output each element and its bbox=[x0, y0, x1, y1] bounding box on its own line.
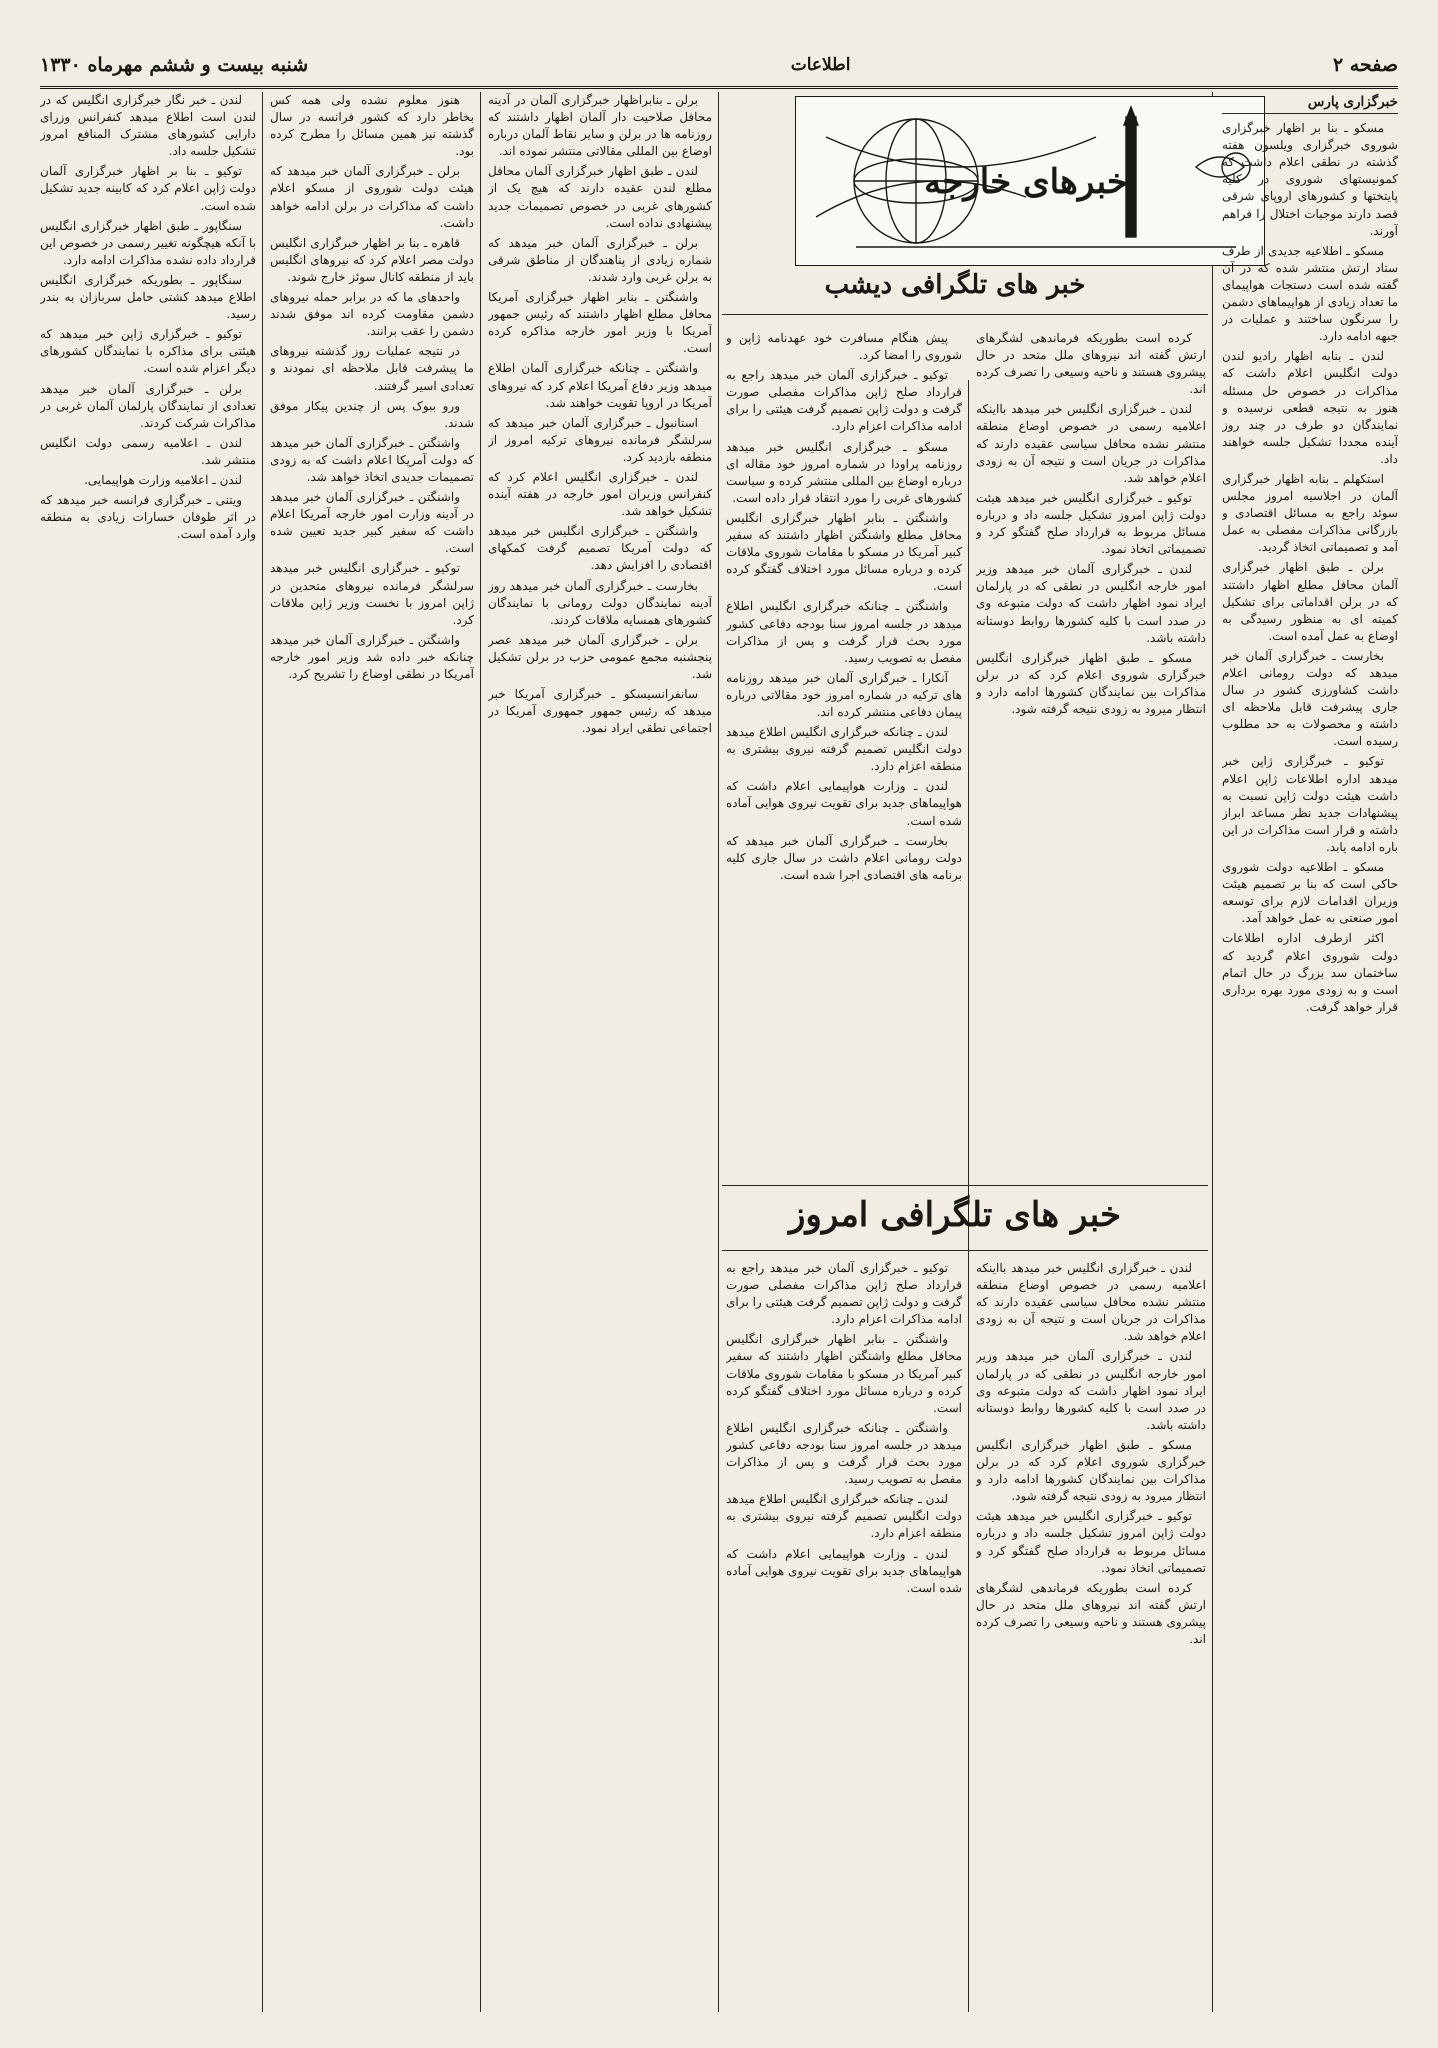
news-item: استانبول ـ خبرگزاری آلمان خبر میدهد که سرلشگر فرمانده نیروهای ترکیه امروز از منطقه بازدید کرد. bbox=[488, 415, 712, 464]
news-item: توکیو ـ بنا بر اظهار خبرگزاری آلمان دولت ژاپن اعلام کرد که کابینه جدید تشکیل شده است. bbox=[40, 164, 256, 213]
news-item: پیش هنگام مسافرت خود عهدنامه ژاپن و شوروی را امضا کرد. bbox=[726, 331, 962, 363]
news-item: واشنگتن ـ بنابر اظهار خبرگزاری انگلیس محافل مطلع واشنگتن اظهار داشتند که سفیر کبیر آمریکا در مسکو با مقامات شوروی ملاقات کرده و درباره مسائل مورد اختلاف گفتگو کرده است. bbox=[726, 1332, 962, 1415]
news-item: بخارست ـ خبرگزاری آلمان خبر میدهد که دولت رومانی اعلام داشت کشاورزی کشور در سال جاری پیشرفت قابل ملاحظه ای داشته و محصولات به حد مطلوب رسیده است. bbox=[1222, 648, 1398, 749]
lastnight-headline: خبر های تلگرافی دیشب bbox=[824, 270, 1086, 300]
news-item: توکیو ـ خبرگزاری ژاپن خبر میدهد اداره اطلاعات ژاپن اعلام داشت هیئت دولت ژاپن نسبت به پیشنهادات جدید نظر مساعد ابراز داشته و قرار است مذاکرات در این باره ادامه یابد. bbox=[1222, 754, 1398, 854]
news-item: لندن ـ چنانکه خبرگزاری انگلیس اطلاع میدهد دولت انگلیس تصمیم گرفته نیروی بیشتری به منطقه اعزام دارد. bbox=[726, 1492, 962, 1541]
news-item: لندن ـ وزارت هواپیمایی اعلام داشت که هواپیماهای جدید برای تقویت نیروی هوایی آماده شده است. bbox=[726, 1546, 962, 1595]
news-item: لندن ـ خبرگزاری آلمان خبر میدهد وزیر امور خارجه انگلیس در نطقی که در پارلمان ایراد نمود اظهار داشت که دولت متبوعه وی در صدد است با کلیه کشورها روابط دوستانه داشته باشد. bbox=[976, 1349, 1206, 1432]
issue-date: شنبه بیست و ششم مهرماه ۱۳۳۰ bbox=[40, 54, 309, 76]
news-item: لندن ـ خبرگزاری انگلیس خبر میدهد بااینکه اعلامیه رسمی در خصوص اوضاع منطقه منتشر نشده محافل سیاسی عقیده دارند که مذاکرات در جریان است و نتیجه آن به زودی اعلام خواهد شد. bbox=[976, 1261, 1206, 1344]
news-item: لندن ـ وزارت هواپیمایی اعلام داشت که هواپیماهای جدید برای تقویت نیروی هوایی آماده شده است. bbox=[726, 779, 962, 828]
news-item: سنگاپور ـ بطوریکه خبرگزاری انگلیس اطلاع میدهد کشتی حامل سربازان به بندر رسید. bbox=[40, 272, 256, 322]
column-divider bbox=[480, 92, 481, 2012]
news-item: واشنگتن ـ بنابر اظهار خبرگزاری انگلیس محافل مطلع واشنگتن اظهار داشتند که سفیر کبیر آمریکا در مسکو با مقامات شوروی ملاقات کرده و درباره مسائل مورد اختلاف گفتگو کرده است. bbox=[726, 510, 962, 594]
news-item: مسکو ـ طبق اظهار خبرگزاری انگلیس خبرگزاری شوروی اعلام کرد که در برلن مذاکرات بین نمایندگان کشورها ادامه دارد و انتظار میرود به زودی نتیجه گرفته شود. bbox=[976, 650, 1206, 716]
news-item: کرده است بطوریکه فرماندهی لشگرهای ارتش گفته اند نیروهای ملل متحد در حال پیشروی هستند و ناحیه وسیعی را تصرف کرده اند. bbox=[976, 331, 1206, 397]
news-item: واشنگتن ـ خبرگزاری انگلیس خبر میدهد که دولت آمریکا تصمیم گرفت کمکهای اقتصادی را افزایش دهد. bbox=[488, 524, 712, 573]
news-item: ورو ببوک پس از چندین پیکار موفق شدند. bbox=[270, 398, 474, 430]
news-item: مسکو ـ بنا بر اظهار خبرگزاری شوروی خبرگزاری ویلسون هفته گذشته در نطقی اعلام داشت که کمونیستهای شوروی در کلیه پایتختها و کشورهای اروپای شرقی قصد دارند موجبات اختلال را فراهم آورند. bbox=[1222, 121, 1398, 238]
news-item: لندن ـ خبرگزاری آلمان خبر میدهد وزیر امور خارجه انگلیس در نطقی که در پارلمان ایراد نمود اظهار داشت که دولت متبوعه وی در صدد است با کلیه کشورها روابط دوستانه داشته باشد. bbox=[976, 562, 1206, 645]
news-column-c bbox=[488, 92, 712, 2012]
headline-rule bbox=[722, 314, 1208, 315]
news-item: ویتنی ـ خبرگزاری فرانسه خبر میدهد که در اثر طوفان خسارات زیادی به منطقه وارد آمده است. bbox=[40, 493, 256, 542]
news-column-b bbox=[726, 330, 962, 1180]
news-item: سنگاپور ـ طبق اظهار خبرگزاری انگلیس با آنکه هیچگونه تغییر رسمی در خصوص این قرارداد داده نشده مذاکرات ادامه دارد. bbox=[40, 218, 256, 267]
news-item: واشنگتن ـ خبرگزاری آلمان خبر میدهد چنانکه خبر داده شد وزیر امور خارجه آمریکا در نطقی اوضاع را تشریح کرد. bbox=[270, 632, 474, 681]
pars-news-column bbox=[1222, 92, 1398, 2012]
news-column-d bbox=[270, 92, 474, 2012]
news-item: برلن ـ طبق اظهار خبرگزاری آلمان محافل مطلع اظهار داشتند که در برلن اقداماتی برای تشکیل کمیته ای به منظور رسیدگی به اوضاع به عمل آمده است. bbox=[1222, 560, 1398, 643]
news-column-b-lower bbox=[726, 1260, 962, 2012]
news-item: واشنگتن ـ بنابر اظهار خبرگزاری آمریکا محافل مطلع اظهار داشتند که رئیس جمهور آمریکا با وزیر امور خارجه مذاکره کرده است. bbox=[488, 290, 712, 356]
mid-rule bbox=[722, 1185, 1208, 1186]
news-item: هنوز معلوم نشده ولی همه کس بخاطر دارد که کشور فرانسه در سال گذشته نیز همین مسائل را مطرح کرده بود. bbox=[270, 93, 474, 159]
column-divider bbox=[262, 92, 263, 2012]
news-item: مسکو ـ اطلاعیه دولت شوروی حاکی است که بنا بر تصمیم هیئت وزیران اقدامات لازم برای توسعه امور صنعتی به عمل خواهد آمد. bbox=[1222, 860, 1398, 926]
news-item: واحدهای ما که در برابر حمله نیروهای دشمن مقاومت کرده اند موفق شدند دشمن را عقب برانند. bbox=[270, 290, 474, 339]
news-item: سانفرانسیسکو ـ خبرگزاری آمریکا خبر میدهد که رئیس جمهور جمهوری آمریکا در اجتماعی نطقی ایراد نمود. bbox=[488, 687, 712, 736]
header-rule bbox=[40, 86, 1398, 89]
news-item: واشنگتن ـ خبرگزاری آلمان خبر میدهد در آدینه وزارت امور خارجه آمریکا اعلام داشت که سفیر کبیر جدید تعیین شده است. bbox=[270, 490, 474, 556]
news-item: لندن ـ اعلامیه رسمی دولت انگلیس منتشر شد. bbox=[40, 435, 256, 467]
column-divider bbox=[1212, 92, 1213, 2012]
news-item: واشنگتن ـ چنانکه خبرگزاری آلمان اطلاع میدهد وزیر دفاع آمریکا اعلام کرد که نیروهای آمریکا در اروپا تقویت خواهند شد. bbox=[488, 361, 712, 410]
newspaper-name: اطلاعات bbox=[790, 55, 851, 75]
news-item: توکیو ـ خبرگزاری ژاپن خبر میدهد که هیئتی برای مذاکره با نمایندگان کشورهای دیگر اعزام شده است. bbox=[40, 327, 256, 376]
pars-section-title: خبرگزاری پارس bbox=[1222, 94, 1398, 114]
news-item: بخارست ـ خبرگزاری آلمان خبر میدهد که دولت رومانی اعلام داشت در سال جاری کلیه برنامه های اقتصادی اجرا شده است. bbox=[726, 833, 962, 882]
column-divider bbox=[718, 92, 719, 2012]
news-item: بخارست ـ خبرگزاری آلمان خبر میدهد روز آدینه نمایندگان دولت رومانی با نمایندگان کشورهای همسایه ملاقات کردند. bbox=[488, 578, 712, 627]
news-column-a bbox=[976, 330, 1206, 1180]
news-item: توکیو ـ خبرگزاری انگلیس خبر میدهد هیئت دولت ژاپن امروز تشکیل جلسه داد و درباره مسائل مربوط به قرارداد صلح گفتگو کرد و تصمیماتی اتخاذ نمود. bbox=[976, 490, 1206, 557]
foreign-news-banner bbox=[795, 96, 1265, 266]
news-item: مسکو ـ خبرگزاری انگلیس خبر میدهد روزنامه پراودا در شماره امروز خود مقاله ای درباره اوضاع بین المللی منتشر کرده و سیاست کشورهای غربی را مورد انتقاد قرار داده است. bbox=[726, 439, 962, 505]
news-item: لندن ـ طبق اظهار خبرگزاری آلمان محافل مطلع لندن عقیده دارند که هیچ یک از کشورهای غربی در خصوص تصمیمات جدید پیشنهادی نداده است. bbox=[488, 164, 712, 230]
banner-art-title: خبرهای خارجه bbox=[924, 162, 1128, 202]
news-item: لندن ـ چنانکه خبرگزاری انگلیس اطلاع میدهد دولت انگلیس تصمیم گرفته نیروی بیشتری به منطقه اعزام دارد. bbox=[726, 725, 962, 774]
news-item: لندن ـ بنابه اظهار رادیو لندن دولت انگلیس اعلام داشت که مذاکرات در خصوص حل مسئله هنوز به نتیجه قطعی نرسیده و نمایندگان دو طرف در چند روز آینده مجددا تشکیل جلسه خواهند داد. bbox=[1222, 349, 1398, 466]
news-item: واشنگتن ـ چنانکه خبرگزاری انگلیس اطلاع میدهد در جلسه امروز سنا بودجه دفاعی کشور مورد بحث قرار گرفت و پس از مذاکرات مفصل به تصویب رسید. bbox=[726, 599, 962, 665]
news-item: آنکارا ـ خبرگزاری آلمان خبر میدهد روزنامه های ترکیه در شماره امروز خود مقالاتی درباره پیمان دفاعی منتشر کرده اند. bbox=[726, 670, 962, 719]
news-item: توکیو ـ خبرگزاری آلمان خبر میدهد راجع به قرارداد صلح ژاپن مذاکرات مفصلی صورت گرفت و دولت ژاپن تصمیم گرفت هیئتی را برای ادامه مذاکرات اعزام دارد. bbox=[726, 1261, 962, 1327]
news-item: برلن ـ بنابراظهار خبرگزاری آلمان در آدینه محافل صلاحیت دار آلمان اظهار داشتند که روزنامه ها در برلن و سایر نقاط آلمان درباره اوضاع بین المللی مقالاتی منتشر نموده اند. bbox=[488, 93, 712, 159]
news-item: برلن ـ خبرگزاری آلمان خبر میدهد تعدادی از نمایندگان پارلمان آلمان غربی در مذاکرات شرکت کردند. bbox=[40, 381, 256, 430]
news-item: توکیو ـ خبرگزاری انگلیس خبر میدهد هیئت دولت ژاپن امروز تشکیل جلسه داد و درباره مسائل مربوط به قرارداد صلح گفتگو کرد و تصمیماتی اتخاذ نمود. bbox=[976, 1509, 1206, 1575]
news-item: توکیو ـ خبرگزاری انگلیس خبر میدهد سرلشگر فرمانده نیروهای متحدین در ژاپن امروز با نخست وزیر ژاپن ملاقات کرد. bbox=[270, 561, 474, 627]
news-column-a-lower bbox=[976, 1260, 1206, 2012]
page-header bbox=[40, 48, 1398, 82]
news-item: لندن ـ خبرگزاری انگلیس خبر میدهد بااینکه اعلامیه رسمی در خصوص اوضاع منطقه منتشر نشده محافل سیاسی عقیده دارند که مذاکرات در جریان است و نتیجه آن به زودی اعلام خواهد شد. bbox=[976, 402, 1206, 485]
page-number: صفحه ۲ bbox=[1332, 54, 1398, 76]
news-item: برلن ـ خبرگزاری آلمان خبر میدهد که شماره زیادی از پناهندگان از مناطق شرقی به برلن غربی وارد شدند. bbox=[488, 235, 712, 284]
news-item: لندن ـ خبرگزاری انگلیس اعلام کرد که کنفرانس وزیران امور خارجه در هفته آینده تشکیل خواهد شد. bbox=[488, 469, 712, 519]
mid-rule bbox=[722, 1250, 1208, 1251]
news-item: برلن ـ خبرگزاری آلمان خبر میدهد که هیئت دولت شوروی از مسکو اعلام داشت که مذاکرات در برلن ادامه خواهد داشت. bbox=[270, 164, 474, 230]
news-item: واشنگتن ـ خبرگزاری آلمان خبر میدهد که دولت آمریکا اعلام داشت که به زودی تصمیمات جدیدی اتخاذ خواهد شد. bbox=[270, 435, 474, 484]
news-item: کرده است بطوریکه فرماندهی لشگرهای ارتش گفته اند نیروهای ملل متحد در حال پیشروی هستند و ناحیه وسیعی را تصرف کرده اند. bbox=[976, 1580, 1206, 1646]
news-item: در نتیجه عملیات روز گذشته نیروهای ما پیشرفت قابل ملاحظه ای نمودند و تعدادی اسیر گرفتند. bbox=[270, 344, 474, 393]
globe-illustration bbox=[796, 97, 1264, 265]
news-item: مسکو ـ طبق اظهار خبرگزاری انگلیس خبرگزاری شوروی اعلام کرد که در برلن مذاکرات بین نمایندگان کشورها ادامه دارد و انتظار میرود به زودی نتیجه گرفته شود. bbox=[976, 1437, 1206, 1504]
news-item: لندن ـ اعلامیه وزارت هواپیمایی. bbox=[84, 472, 242, 487]
today-headline: خبر های تلگرافی امروز bbox=[789, 1195, 1121, 1235]
news-column-e bbox=[40, 92, 256, 2012]
news-item: مسکو ـ اطلاعیه جدیدی از طرف ستاد ارتش منتشر شده که در آن گفته شده است دستجات هواپیمای ما تعداد زیادی از هواپیماهای دشمن را سرنگون ساختند و عملیات در جبهه ادامه دارد. bbox=[1222, 243, 1398, 344]
news-item: اکثر ازطرف اداره اطلاعات دولت شوروی اعلام گردید که ساختمان سد بزرگ در حال اتمام است و به زودی مورد بهره برداری قرار خواهد گرفت. bbox=[1222, 931, 1398, 1014]
news-item: برلن ـ خبرگزاری آلمان خبر میدهد عصر پنجشنبه مجمع عمومی حزب در برلن تشکیل شد. bbox=[488, 632, 712, 681]
news-item: واشنگتن ـ چنانکه خبرگزاری انگلیس اطلاع میدهد در جلسه امروز سنا بودجه دفاعی کشور مورد بحث قرار گرفت و پس از مذاکرات مفصل به تصویب رسید. bbox=[726, 1420, 962, 1487]
news-item: قاهره ـ بنا بر اظهار خبرگزاری انگلیس دولت مصر اعلام کرد که نیروهای انگلیس باید از منطقه کانال سوئز خارج شوند. bbox=[270, 235, 474, 284]
news-item: توکیو ـ خبرگزاری آلمان خبر میدهد راجع به قرارداد صلح ژاپن مذاکرات مفصلی صورت گرفت و دولت ژاپن تصمیم گرفت هیئتی را برای ادامه مذاکرات اعزام دارد. bbox=[726, 368, 962, 434]
news-item: لندن ـ خبر نگار خبرگزاری انگلیس که در لندن است اطلاع میدهد کنفرانس وزرای دارایی کشورهای مشترک المنافع امروز تشکیل جلسه داد. bbox=[40, 93, 256, 159]
news-item: استکهلم ـ بنابه اظهار خبرگزاری آلمان در اجلاسیه امروز مجلس سوئد راجع به مسائل اقتصادی و بازرگانی مذاکرات مفصلی به عمل آمد و تصمیماتی اتخاذ گردید. bbox=[1222, 471, 1398, 555]
